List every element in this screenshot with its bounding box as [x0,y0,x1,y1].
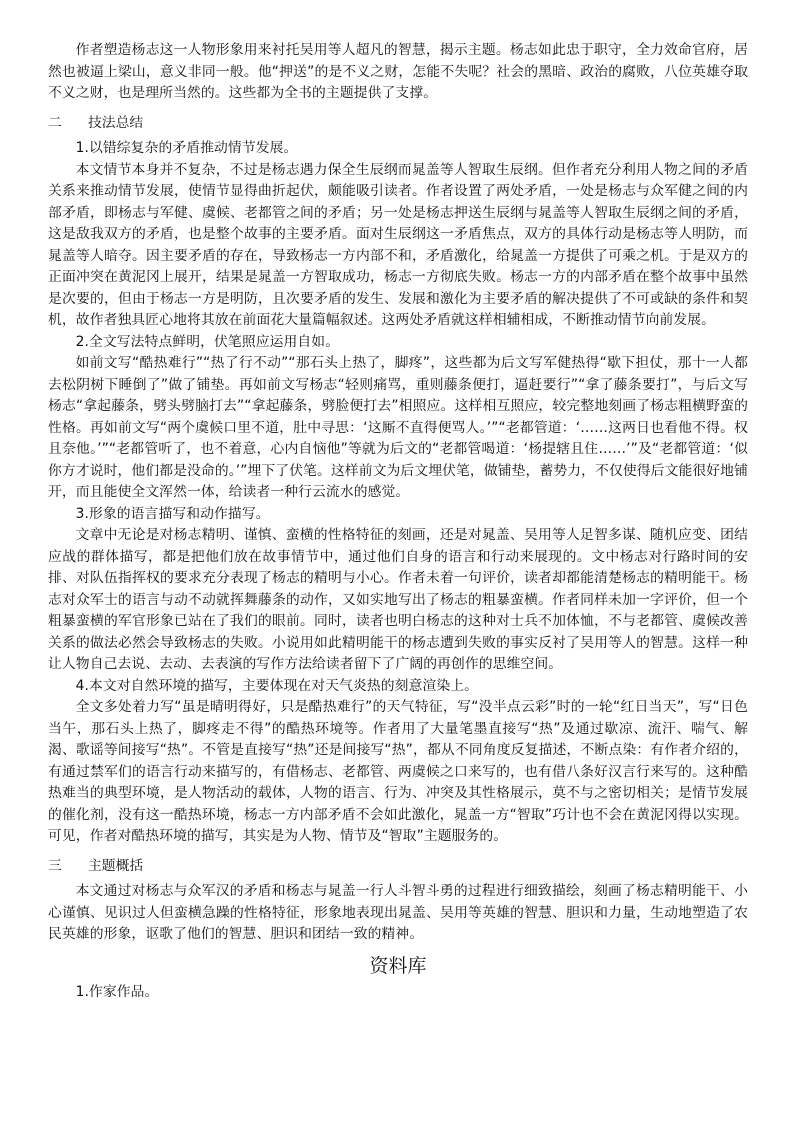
resource-title: 资料库 [369,954,427,977]
section-heading-theme [48,856,748,878]
document-page [48,40,748,1003]
theme-body: 本文通过对杨志与众军汉的矛盾和杨志与晁盖一行人斗智斗勇的过程进行细致描绘，刻画了杨志精明能干、小心谨慎、见识过人但蛮横急躁的性格特征，形象地表现出晁盖、吴用等英雄的智慧、胆识和力量，生动地塑造了农民英雄的形象，讴歌了他们的智慧、胆识和团结一致的精神。 [48,883,748,942]
item-heading: 1.以错综复杂的矛盾推动情节发展。 [75,140,298,156]
section-title: 主题概括 [88,857,144,874]
item-body: 本文情节本身并不复杂，不过是杨志遇力保全生辰纲而晁盖等人智取生辰纲。但作者充分利用人物之间的矛盾关系来推动情节发展，使情节显得曲折起伏，颇能吸引读者。作者设置了两处矛盾，一处是杨志与众军健之间的内部矛盾，即杨志与军健、虞候、老都管之间的矛盾；另一处是杨志押送生辰纲与晁盖等人智取生辰纲之间的矛盾，这是敌我双方的矛盾，也是整个故事的主要矛盾。面对生辰纲这一矛盾焦点，双方的具体行动是杨志等人明防，而晁盖等人暗夺。因主要矛盾的存在，导致杨志一方内部不和，矛盾激化，给晁盖一方提供了可乘之机。于是双方的正面冲突在黄泥冈上展开，结果是晁盖一方智取成功，杨志一方彻底失败。杨志一方的内部矛盾在整个故事中虽然是次要的，但由于杨志一方是明防，且次要矛盾的发生、发展和激化为主要矛盾的解决提供了不可或缺的条件和契机，故作者独具匠心地将其放在前面花大量篇幅叙述。这两处矛盾就这样相辅相成，不断推动情节向前发展。 [48,161,748,328]
section-number: 三 [48,857,62,874]
item-heading: 1.作家作品。 [75,983,159,1000]
item-heading: 4.本文对自然环境的描写，主要体现在对天气炎热的刻意渲染上。 [75,677,479,694]
section-heading-techniques [48,113,748,135]
item-heading: 2.全文写法特点鲜明，伏笔照应运用自如。 [75,333,340,350]
section-title: 技法总结 [88,114,144,131]
item-heading: 3.形象的语言描写和动作描写。 [75,505,270,522]
item-body: 如前文写“酷热难行”“热了行不动”“那石头上热了，脚疼”，这些都为后文写军健热得“歇下担仗，那十一人都去松阴树下睡倒了”做了铺垫。再如前文写杨志“轻则痛骂，重则藤条便打，逼赶要行”“拿了藤条要打”，与后文写杨志“拿起藤条，劈头劈脑打去”“拿起藤条，劈脸便打去”相照应。这样相互照应，较完整地刻画了杨志粗横野蛮的性格。再如前文写“两个虞候口里不道，肚中寻思：‘这厮不直得便骂人。’”“老都管道：‘……这两日也看他不得。权且奈他。’”“老都管听了，也不着意，心内自恼他”等就为后文的“老都管喝道：‘杨提辖且住……’”及“老都管道：‘似你方才说时，他们都是没命的。’”埋下了伏笔。这样前文为后文埋伏笔，做铺垫，蓄势力，不仅使得后文能很好地铺开，而且能使全文浑然一体，给读者一种行云流水的感觉。 [48,355,748,500]
item-body: 文章中无论是对杨志精明、谨慎、蛮横的性格特征的刻画，还是对晁盖、吴用等人足智多谋、随机应变、团结应战的群体描写，都是把他们放在故事情节中，通过他们自身的语言和行动来展现的。文中杨志对行路时间的安排、对队伍指挥权的要求充分表现了杨志的精明与小心。作者未着一句评价，读者却都能清楚杨志的精明能干。杨志对众军士的语言与动不动就挥舞藤条的动作，又如实地写出了杨志的粗暴蛮横。作者同样未加一字评价，但一个粗暴蛮横的军官形象已站在了我们的眼前。同时，读者也明白杨志的这种对士兵不加体恤，不与老都管、虞候改善关系的做法必然会导致杨志的失败。小说用如此精明能干的杨志遭到失败的事实反衬了吴用等人的智慧。这样一种让人物自己去说、去动、去表演的写作方法给读者留下了广阔的再创作的思维空间。 [48,527,748,672]
item-body: 全文多处着力写“虽是晴明得好，只是酷热难行”的天气特征，写“没半点云彩”时的一轮“红日当天”，写“日色当午，那石头上热了，脚疼走不得”的酷热环境等。作者用了大量笔墨直接写“热”及通过歇凉、流汗、喘气、解渴、歌谣等间接写“热”。不管是直接写“热”还是间接写“热”，都从不同角度反复描述，不断点染：有作者介绍的，有通过禁军们的语言行动来描写的，有借杨志、老都管、两虞候之口来写的，也有借八条好汉言行来写的。这种酷热难当的典型环境，是人物活动的载体，人物的语言、行为、冲突及其性格展示，莫不与之密切相关；是情节发展的催化剂，没有这一酷热环境，杨志一方内部矛盾不会如此激化，晁盖一方“智取”巧计也不会在黄泥冈得以实现。可见，作者对酷热环境的描写，其实是为人物、情节及“智取”主题服务的。 [48,699,748,844]
section-number: 二 [48,114,62,131]
intro-paragraph: 作者塑造杨志这一人物形象用来衬托吴用等人超凡的智慧，揭示主题。杨志如此忠于职守，全力效命官府，居然也被逼上梁山，意义非同一般。他“押送”的是不义之财，怎能不失呢？社会的黑暗、政治的腐败，八位英雄夺取不义之财，也是理所当然的。这些都为全书的主题提供了支撑。 [48,42,748,101]
